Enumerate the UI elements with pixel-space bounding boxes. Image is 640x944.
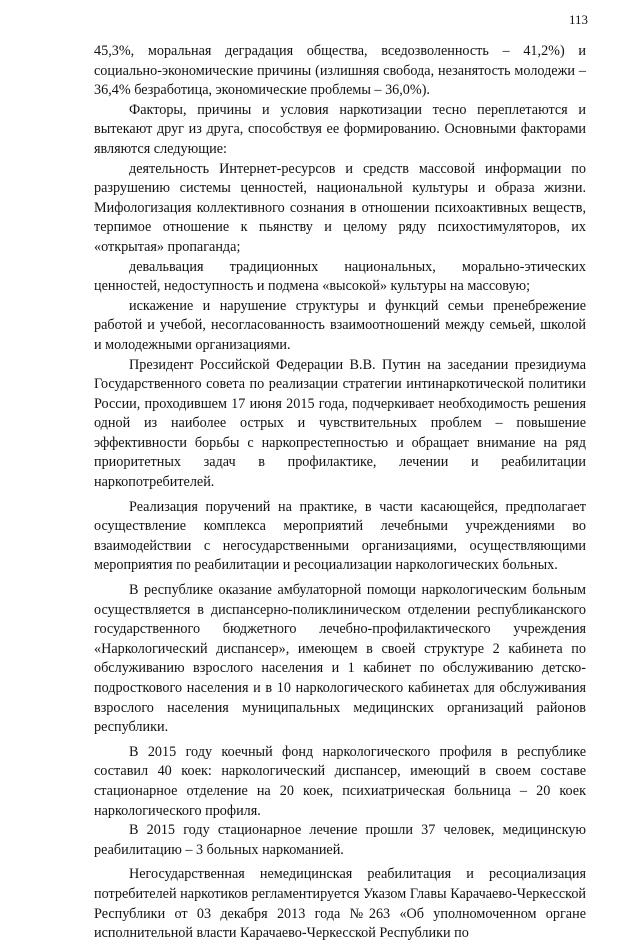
paragraph: В республике оказание амбулаторной помощи наркологическим больным осуществляется в диспансерно-поликлиническом отделении республиканского государственного бюджетного лечебно-профилактического учреждения «Наркологический диспансер», имеющем в своей структуре 2 кабинета по обслуживанию взрослого населения и 1 кабинет по обслуживанию детско-подросткового населения и в 10 наркологического кабинетах для обслуживания взрослого населения муниципальных медицинских организаций районов республики.: [94, 582, 586, 736]
paragraph: искажение и нарушение структуры и функций семьи пренебрежение работой и учебой, несогласованность взаимоотношений между семьей, школой и молодежными организациями.: [94, 297, 586, 353]
document-body: [94, 42, 586, 944]
paragraph: В 2015 году стационарное лечение прошли 37 человек, медицинскую реабилитацию – 3 больных наркоманией.: [94, 822, 586, 858]
paragraph: В 2015 году коечный фонд наркологического профиля в республике составил 40 коек: наркологический диспансер, имеющий в своем составе стационарное отделение на 20 коек, психиатрическая больница – 20 коек наркологического профиля.: [94, 743, 586, 819]
paragraph: Негосударственная немедицинская реабилитация и ресоциализация потребителей наркотиков регламентируется Указом Главы Карачаево-Черкесской Республики от 03 декабря 2013 года №263 «Об уполномоченном органе исполнительной власти Карачаево-Черкесской Республики по: [94, 866, 586, 942]
paragraph: девальвация традиционных национальных, морально-этических ценностей, недоступность и подмена «высокой» культуры на массовую;: [94, 258, 586, 295]
paragraph: Президент Российской Федерации В.В. Путин на заседании президиума Государственного совета по реализации стратегии интинаркотической политики России, проходившем 17 июня 2015 года, подчеркивает необходимость решения одной из наиболее острых и чувствительных проблем – повышение эффективности борьбы с наркопрестепностью и обращает внимание на ряд приоритетных задач в профилактике, лечении и реабилитации наркопотребителей.: [94, 356, 586, 491]
page-number: 113: [568, 12, 588, 27]
paragraph: Факторы, причины и условия наркотизации тесно переплетаются и вытекают друг из друга, способствуя ее формированию. Основными факторами являются следующие:: [94, 101, 586, 157]
paragraph: 45,3%, моральная деградация общества, вседозволенность – 41,2%) и социально-экономические причины (излишняя свобода, незанятость молодежи – 36,4% безработица, экономические проблемы – 36,0%).: [94, 43, 586, 99]
paragraph: деятельность Интернет-ресурсов и средств массовой информации по разрушению системы ценностей, национальной культуры и образа жизни. Мифологизация коллективного сознания в отношении психоактивных веществ, терпимое отношение к пьянству и целому ряду психостимуляторов, их «открытая» пропаганда;: [94, 160, 586, 255]
paragraph: Реализация поручений на практике, в части касающейся, предполагает осуществление комплекса мероприятий лечебными учреждениями во взаимодействии с негосударственными организациями, осуществляющими мероприятия по реабилитации и ресоциализации наркологических больных.: [94, 498, 586, 574]
